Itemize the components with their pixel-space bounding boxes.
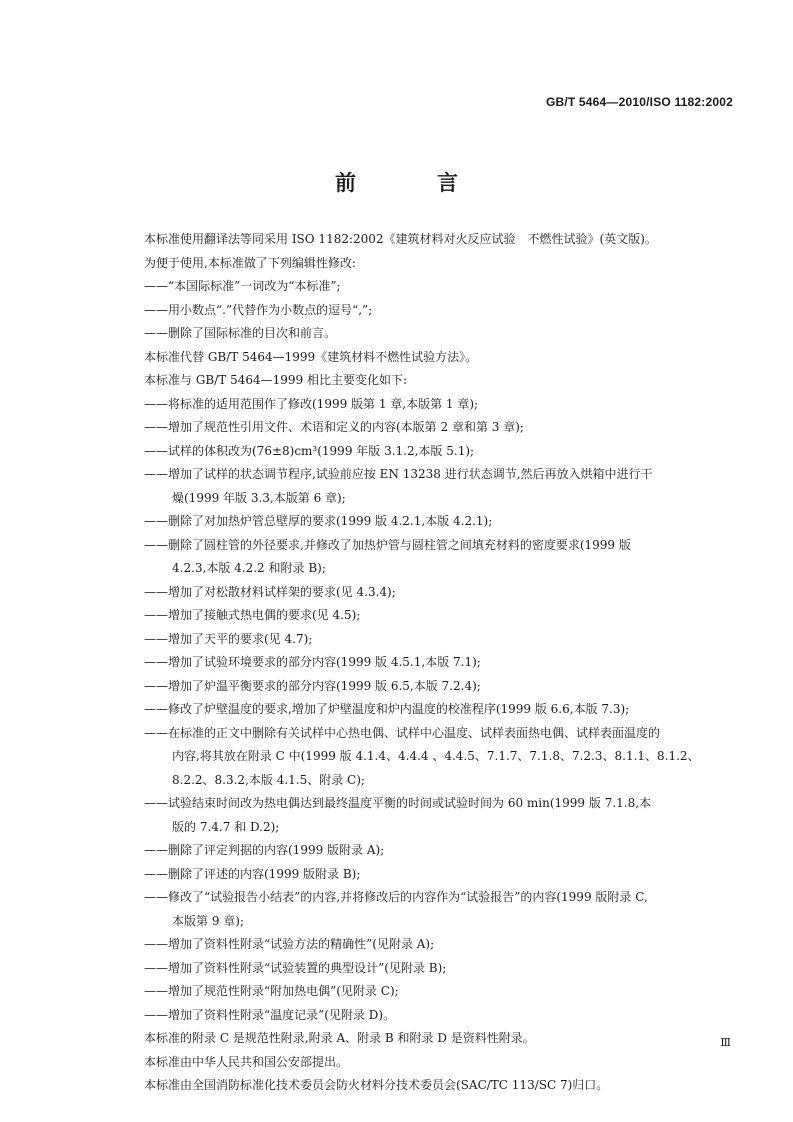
text-line: ——在标准的正文中删除有关试样中心热电偶、试样中心温度、试样表面热电偶、试样表面温度的 — [144, 725, 661, 740]
text-line: ——增加了规范性附录“附加热电偶”(见附录 C); — [144, 984, 399, 998]
text-line: ——增加了天平的要求(见 4.7); — [144, 631, 313, 646]
text-line: 8.2.2、8.3.2,本版 4.1.5、附录 C); — [172, 772, 365, 787]
text-line: ——增加了资料性附录“试验装置的典型设计”(见附录 B); — [144, 960, 447, 975]
text-line: 本标准使用翻译法等同采用 ISO 1182:2002《建筑材料对火反应试验 不燃性试验》(英文版)。 — [144, 232, 657, 246]
page-title: 前 言 — [335, 171, 488, 195]
text-line: ——增加了接触式热电偶的要求(见 4.5); — [144, 608, 361, 622]
text-line: 本标准由中华人民共和国公安部提出。 — [144, 1054, 349, 1069]
text-line: ——修改了炉壁温度的要求,增加了炉壁温度和炉内温度的校准程序(1999 版 6.6,本版 7.3); — [144, 702, 630, 716]
text-line: 为便于使用,本标准做了下列编辑性修改: — [144, 255, 356, 270]
text-line: ——将标准的适用范围作了修改(1999 版第 1 章,本版第 1 章); — [144, 396, 479, 411]
page-number: Ⅲ — [720, 1036, 731, 1049]
text-line: ——修改了“试验报告小结表”的内容,并将修改后的内容作为“试验报告”的内容(1999 版附录 C, — [144, 890, 648, 904]
text-line: 内容,将其放在附录 C 中(1999 版 4.1.4、4.4.4 、4.4.5、7.1.7、7.1.8、7.2.3、8.1.1、8.1.2、 — [172, 749, 700, 763]
text-line: 4.2.3,本版 4.2.2 和附录 B); — [172, 561, 326, 575]
text-line: ——增加了资料性附录“试验方法的精确性”(见附录 A); — [144, 937, 435, 951]
text-line: 本版第 9 章); — [172, 913, 244, 928]
standard-code: GB/T 5464—2010/ISO 1182:2002 — [545, 95, 733, 109]
text-line: 本标准代替 GB/T 5464—1999《建筑材料不燃性试验方法》。 — [144, 349, 478, 364]
text-line: ——试验结束时间改为热电偶达到最终温度平衡的时间或试验时间为 60 min(1999 版 7.1.8,本 — [144, 796, 652, 810]
text-line: ——删除了国际标准的目次和前言。 — [144, 326, 337, 340]
text-line: ——“本国际标准”一词改为“本标准”; — [144, 279, 341, 293]
text-line: 本标准由全国消防标准化技术委员会防火材料分技术委员会(SAC/TC 113/SC 7)归口。 — [144, 1078, 609, 1092]
text-line: ——用小数点“.”代替作为小数点的逗号“,”; — [144, 302, 373, 317]
text-line: ——删除了圆柱管的外径要求,并修改了加热炉管与圆柱管之间填充材料的密度要求(1999 版 — [144, 537, 631, 552]
text-line: 本标准与 GB/T 5464—1999 相比主要变化如下: — [144, 373, 408, 387]
text-line: ——增加了资料性附录“温度记录”(见附录 D)。 — [144, 1007, 396, 1022]
text-line: ——删除了评定判据的内容(1999 版附录 A); — [144, 843, 385, 857]
text-line: 燥(1999 年版 3.3,本版第 6 章); — [172, 490, 346, 505]
text-line: ——删除了评述的内容(1999 版附录 B); — [144, 866, 361, 881]
text-line: 本标准的附录 C 是规范性附录,附录 A、附录 B 和附录 D 是资料性附录。 — [144, 1031, 535, 1045]
text-line: ——增加了试验环境要求的部分内容(1999 版 4.5.1,本版 7.1); — [144, 655, 481, 669]
text-line: ——试样的体积改为(76±8)cm³(1999 年版 3.1.2,本版 5.1); — [144, 443, 475, 458]
foreword-body — [144, 228, 740, 1098]
text-line: ——增加了炉温平衡要求的部分内容(1999 版 6.5,本版 7.2.4); — [144, 678, 481, 693]
text-line: 版的 7.4.7 和 D.2); — [172, 819, 280, 834]
text-line: ——增加了试样的状态调节程序,试验前应按 EN 13238 进行状态调节,然后再放入烘箱中进行干 — [144, 467, 653, 481]
text-line: ——删除了对加热炉管总壁厚的要求(1999 版 4.2.1,本版 4.2.1); — [144, 514, 493, 528]
text-line: ——增加了规范性引用文件、术语和定义的内容(本版第 2 章和第 3 章); — [144, 420, 524, 434]
text-line: ——增加了对松散材料试样架的要求(见 4.3.4); — [144, 584, 396, 599]
